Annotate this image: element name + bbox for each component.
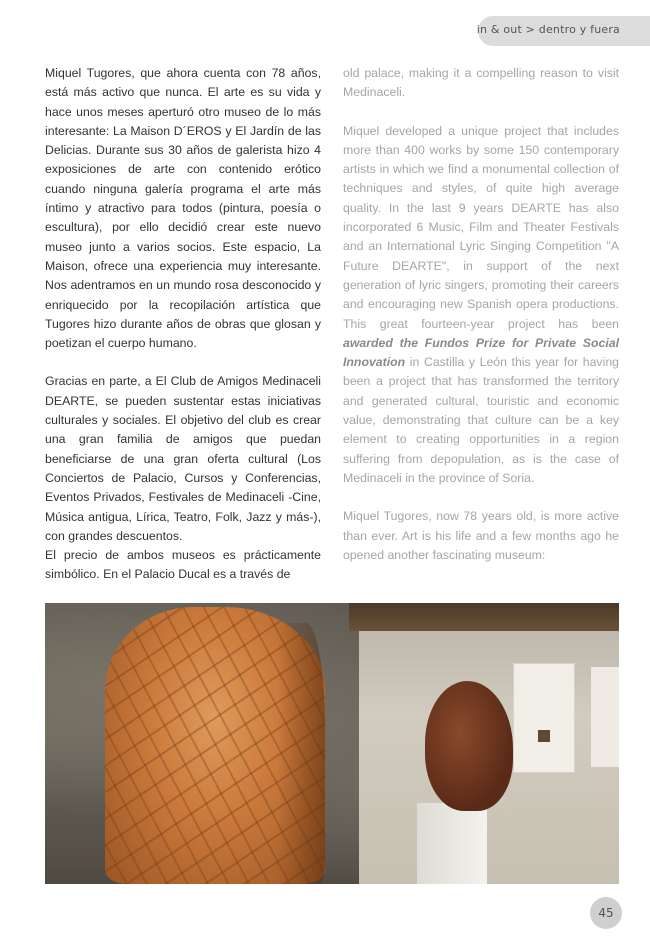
page-header	[0, 0, 650, 56]
english-paragraph-2	[343, 122, 619, 489]
exhibit-panel	[513, 663, 575, 773]
torso-shadow	[277, 623, 325, 884]
exhibit-thumbnail	[538, 730, 550, 742]
english-paragraph-2-end: in Castilla y León this year for having been a project that has transformed the territory and generated cultural, touristic and economic value, demonstrating that culture can be a key element to creating opportunities in a region suffering from depopulation, as is the case of Medinaceli in the province of Soria.	[343, 355, 619, 485]
wood-sculpture-background	[425, 681, 513, 811]
spanish-text-column	[45, 64, 321, 604]
english-paragraph-2-start: Miquel developed a unique project that includes more than 400 works by some 150 contemporary artists in which we find a monumental collection of techniques and styles, of quite high average quality. In the last 9 years DEARTE has also incorporated 6 Music, Film and Theater Festivals and an International Lyric Singing Competition "A Future DEARTE", in support of the next generation of lyric singers, promoting their careers and encouraging new Spanish opera productions. This great fourteen-year project has been	[343, 123, 619, 331]
award-emphasis: awarded the Fundos Prize for Private Social Innovation	[343, 335, 619, 370]
pedestal	[417, 803, 487, 884]
spanish-paragraph-1: Miquel Tugores, que ahora cuenta con 78 años, está más activo que nunca. El arte es su vida y hace unos meses aperturó otro museo de lo más interesante: La Maison D´EROS y El Jardín de las Delicias. Durante sus 30 años de galerista hizo 4 exposiciones de arte con contenido erótico cuando ninguna galería programa el arte más íntimo y atractivo para todos (pintura, poesía o escultura), por ello decidió crear este nuevo museo junto a varios socios. Este espacio, La Maison, ofrece una experiencia muy interesante. Nos adentramos en un mundo rosa desconocido y enriquecido por la recopilación artística que Tugores hizo durante años de obras que glosan y poetizan el cuerpo humano.	[45, 66, 321, 351]
section-title: in & out > dentro y fuera	[476, 23, 620, 36]
english-paragraph-1: old palace, making it a compelling reason to visit Medinaceli.	[343, 66, 619, 100]
exhibit-panel-secondary	[591, 667, 619, 767]
english-text-column	[343, 64, 619, 584]
page-number-badge: 45	[590, 897, 622, 929]
spanish-paragraph-2: Gracias en parte, a El Club de Amigos Medinaceli DEARTE, se pueden sustentar estas iniciativas culturales y sociales. El objetivo del club es crear una gran familia de amigos que puedan beneficiarse de una gran oferta cultural (Los Conciertos de Palacio, Cursos y Conferencias, Eventos Privados, Festivales de Medinaceli -Cine, Música antigua, Lírica, Teatro, Folk, Jazz y más-), con grandes descuentos.	[45, 374, 321, 543]
english-paragraph-3: Miquel Tugores, now 78 years old, is more active than ever. Art is his life and a few months ago he opened another fascinating museum:	[343, 509, 619, 562]
sculpture-photo	[45, 603, 619, 884]
spanish-paragraph-3: El precio de ambos museos es prácticamente simbólico. En el Palacio Ducal es a través de	[45, 548, 321, 582]
ceiling-beam	[349, 603, 619, 631]
